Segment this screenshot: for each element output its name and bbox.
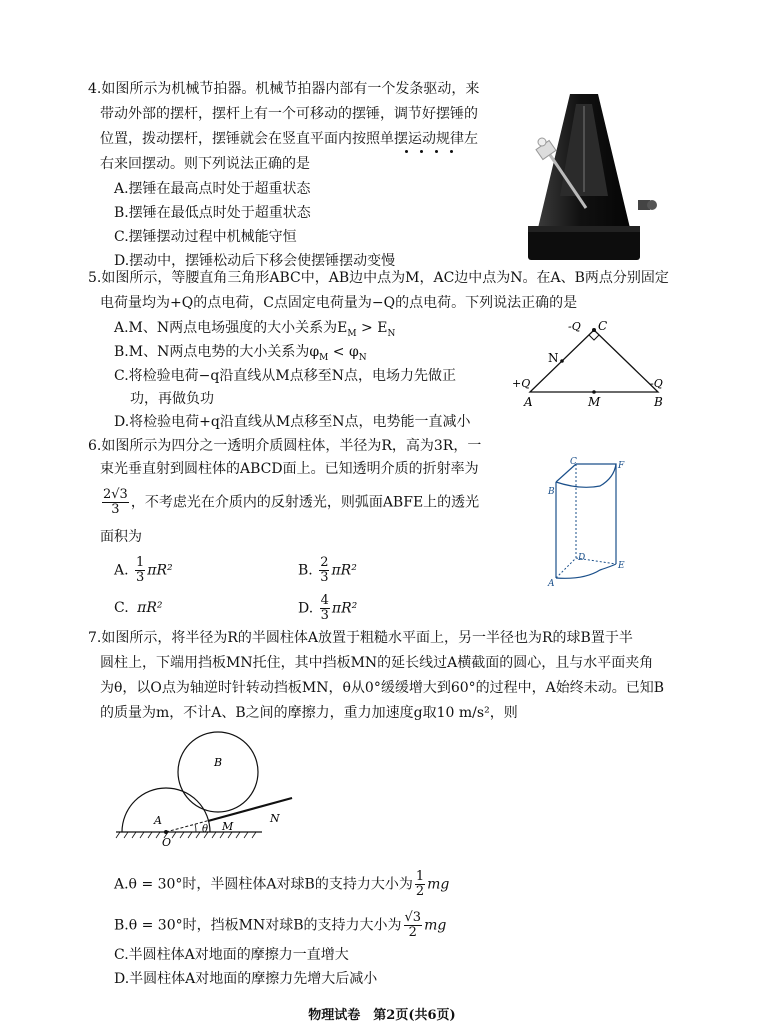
q6-line-3 (100, 488, 479, 517)
option-fraction (319, 556, 329, 585)
page-footer: 物理试卷 第2页(共6页) (308, 1008, 456, 1023)
q5-option-d: D.将检验电荷+q沿直线从M点移至N点，电势能一直减小 (114, 414, 471, 430)
label-e: E (618, 561, 625, 571)
q4-option-a: A.摆锤在最高点时处于超重状态 (114, 181, 311, 197)
q5-option-a (114, 318, 395, 344)
q7-option-b (114, 911, 446, 940)
option-letter: D. (298, 600, 314, 617)
q5-option-b-text: B.M、N两点电势的大小关系为φ (114, 344, 320, 360)
fraction-numerator: 2 (320, 555, 329, 570)
emphasis-dot (435, 150, 438, 153)
option-fraction (404, 911, 423, 940)
emphasis-dot (420, 150, 423, 153)
fraction-numerator: 2√3 (103, 487, 128, 502)
triangle-charge-diagram (508, 318, 680, 408)
q4-option-c: C.摆锤摆动过程中机械能守恒 (114, 229, 297, 245)
option-letter: A. (114, 562, 129, 579)
refractive-index-fraction (102, 488, 129, 517)
option-letter: C. (114, 600, 129, 616)
q5-line-2: 电荷量均为+Q的点电荷，C点固定电荷量为−Q的点电荷。下列说法正确的是 (100, 295, 578, 311)
q7-line-3: 为θ，以O点为轴逆时针转动挡板MN，θ从0°缓缓增大到60°的过程中，A始终未动。已知B (100, 680, 665, 696)
option-fraction (320, 594, 330, 623)
fraction-denominator: 2 (408, 925, 417, 940)
q4-line-4: 右来回摆动。则下列说法正确的是 (100, 156, 310, 172)
option-text: A.θ = 30°时，半圆柱体A对球B的支持力大小为 (114, 876, 413, 893)
q5-option-a-tail: > E (356, 320, 388, 336)
q6-line-3-text: ，不考虑光在介质内的反射透光，则弧面ABFE上的透光 (130, 494, 480, 511)
fraction-numerator: 4 (320, 593, 329, 608)
q5-option-c-cont: 功，再做负功 (130, 391, 214, 407)
fraction-denominator: 3 (320, 608, 329, 623)
q5-option-c: C.将检验电荷−q沿直线从M点移至N点，电场力先做正 (114, 368, 456, 384)
label-neg-q-right: -Q (650, 377, 663, 390)
option-tail: πR² (331, 600, 358, 617)
option-letter: B. (298, 562, 313, 579)
q6-option-c (114, 598, 162, 618)
q7-option-c: C.半圆柱体A对地面的摩擦力一直增大 (114, 947, 349, 963)
q6-option-b (298, 556, 357, 585)
option-fraction (415, 870, 425, 899)
subscript-m: M (319, 352, 329, 363)
label-a: A (524, 395, 533, 408)
q6-line-2: 束光垂直射到圆柱体的ABCD面上。已知透明介质的折射率为 (100, 461, 479, 477)
fraction-denominator: 2 (415, 884, 425, 899)
fraction-numerator: 1 (415, 869, 425, 884)
q5-option-a-text: A.M、N两点电场强度的大小关系为E (114, 320, 348, 336)
label-theta: θ (202, 824, 209, 835)
label-b: B (548, 487, 555, 497)
q5-option-b-tail: < φ (328, 344, 359, 360)
q7-line-2: 圆柱上，下端用挡板MN托住，其中挡板MN的延长线过A横截面的圆心，且与水平面夹角 (100, 655, 654, 671)
label-b: B (214, 756, 223, 769)
q6-line-4: 面积为 (100, 529, 142, 545)
option-text: B.θ = 30°时，挡板MN对球B的支持力大小为 (114, 917, 402, 934)
label-n: N (548, 351, 559, 365)
q4-option-d: D.摆动中，摆锤松动后下移会使摆锤摆动变慢 (114, 253, 396, 269)
label-m: M (222, 820, 234, 833)
label-m: M (588, 395, 601, 408)
label-c: C (570, 457, 577, 467)
q4-line-3: 位置，拨动摆杆，摆锤就会在竖直平面内按照单摆运动规律左 (100, 131, 478, 147)
q7-line-4: 的质量为m，不计A、B之间的摩擦力，重力加速度g取10 m/s²，则 (100, 705, 518, 721)
metronome-image (512, 88, 662, 268)
q4-option-b: B.摆锤在最低点时处于超重状态 (114, 205, 311, 221)
q4-line-1: 4.如图所示为机械节拍器。机械节拍器内部有一个发条驱动，来 (88, 81, 480, 97)
label-b: B (654, 395, 663, 408)
option-fraction (135, 556, 145, 585)
fraction-denominator: 3 (136, 570, 145, 585)
q5-line-1: 5.如图所示，等腰直角三角形ABC中，AB边中点为M，AC边中点为N。在A、B两点分别固定 (88, 270, 669, 286)
emphasis-dot (450, 150, 453, 153)
q6-option-a (114, 556, 173, 585)
label-pos-q: +Q (512, 377, 531, 390)
half-cylinder-ball-diagram (112, 728, 302, 850)
q7-line-1: 7.如图所示，将半径为R的半圆柱体A放置于粗糙水平面上，另一半径也为R的球B置于半 (88, 630, 633, 646)
label-d: D (578, 553, 586, 563)
q4-line-2: 带动外部的摆杆，摆杆上有一个可移动的摆锤，调节好摆锤的 (100, 106, 478, 122)
fraction-denominator: 3 (320, 570, 329, 585)
option-tail: πR² (147, 562, 173, 579)
label-a: A (154, 814, 162, 827)
label-n: N (270, 812, 280, 825)
option-tail: mg (427, 876, 450, 893)
fraction-numerator: 1 (136, 555, 145, 570)
label-o: O (162, 836, 172, 849)
fraction-denominator: 3 (111, 502, 120, 517)
q7-option-d: D.半圆柱体A对地面的摩擦力先增大后减小 (114, 971, 378, 987)
fraction-numerator: √3 (404, 910, 422, 925)
subscript-m: M (347, 328, 357, 339)
option-tail: mg (424, 917, 447, 934)
q7-option-a (114, 870, 449, 899)
label-c: C (598, 319, 608, 333)
q6-option-d (298, 594, 357, 623)
label-a: A (548, 579, 555, 588)
option-tail: πR² (331, 562, 357, 579)
subscript-n: N (387, 328, 396, 339)
quarter-cylinder-diagram (544, 456, 634, 588)
label-f: F (618, 461, 625, 471)
emphasis-dot (405, 150, 408, 153)
q5-option-b (114, 342, 367, 368)
q6-line-1: 6.如图所示为四分之一透明介质圆柱体，半径为R，高为3R，一 (88, 438, 482, 454)
option-tail: πR² (137, 600, 163, 616)
label-neg-q-top: -Q (568, 320, 581, 333)
subscript-n: N (358, 352, 367, 363)
